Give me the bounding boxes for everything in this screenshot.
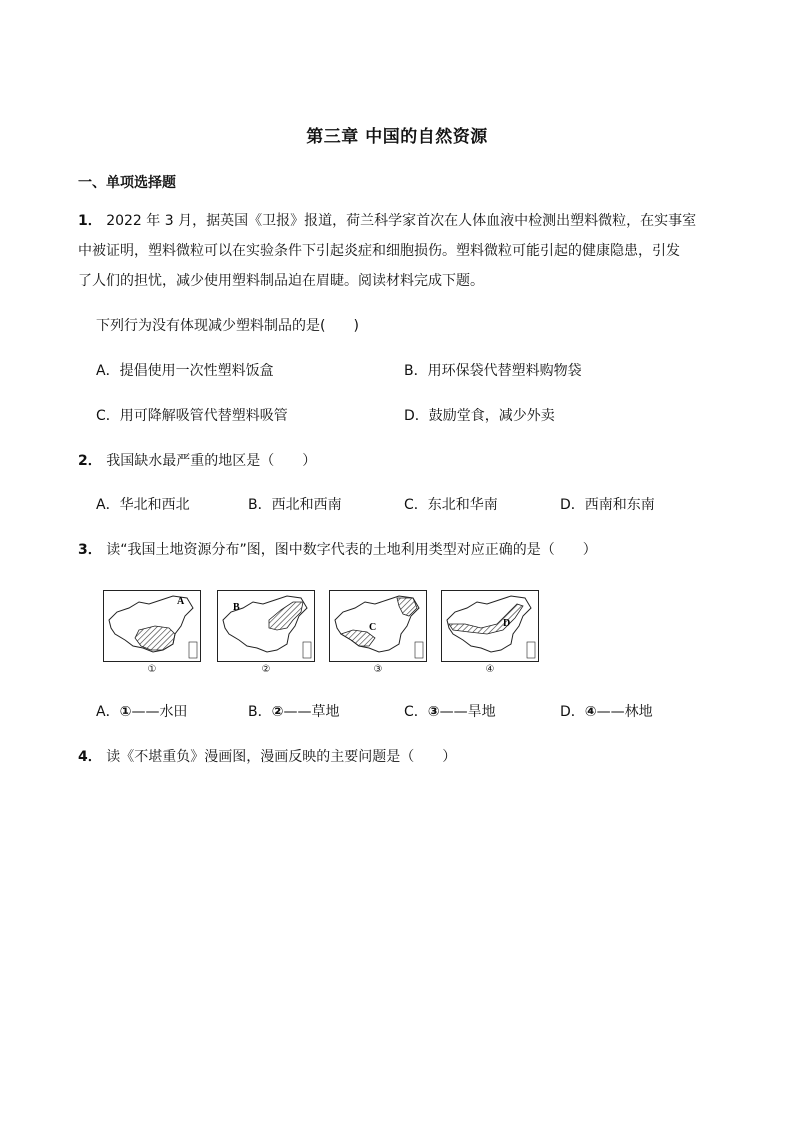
question-number: 3．	[78, 542, 102, 558]
option-prefix: C．	[404, 704, 428, 720]
question-2	[78, 451, 316, 471]
option-number: ②	[271, 704, 284, 720]
option-prefix: D．	[560, 704, 585, 720]
map-1	[103, 590, 201, 666]
q1-option-a[interactable]: A．提倡使用一次性塑料饭盒	[96, 363, 274, 379]
q3-option-c[interactable]	[404, 702, 496, 722]
map-letter: A	[177, 596, 185, 607]
q2-option-d[interactable]: D．西南和东南	[560, 497, 655, 513]
option-prefix: A．	[96, 704, 120, 720]
question-1-subquestion: 下列行为没有体现减少塑料制品的是( )	[96, 318, 359, 334]
map-letter: D	[503, 618, 511, 629]
question-number: 2．	[78, 453, 102, 469]
q1-option-c[interactable]: C．用可降解吸管代替塑料吸管	[96, 408, 288, 424]
map-number: ②	[261, 664, 271, 675]
q2-option-b[interactable]: B．西北和西南	[248, 497, 342, 513]
land-resource-maps	[103, 590, 543, 680]
option-number: ①	[119, 704, 132, 720]
map-3	[329, 590, 427, 666]
option-text: ——草地	[283, 704, 340, 720]
map-4	[441, 590, 539, 666]
q1-option-b[interactable]: B．用环保袋代替塑料购物袋	[404, 363, 582, 379]
option-prefix: B．	[248, 704, 272, 720]
map-number: ④	[485, 664, 495, 675]
question-1-line-1	[78, 211, 696, 231]
question-number: 1．	[78, 213, 102, 229]
map-letter: B	[233, 602, 240, 613]
question-text: 读“我国土地资源分布”图，图中数字代表的土地利用类型对应正确的是（ ）	[106, 542, 597, 558]
china-map-figure	[103, 590, 201, 662]
q3-option-a[interactable]	[96, 702, 187, 722]
question-4	[78, 747, 456, 767]
option-number: ③	[427, 704, 440, 720]
china-map-figure	[217, 590, 315, 662]
china-map-figure	[441, 590, 539, 662]
q2-option-c[interactable]: C．东北和华南	[404, 497, 498, 513]
question-text: 读《不堪重负》漫画图，漫画反映的主要问题是（ ）	[106, 749, 457, 765]
map-2	[217, 590, 315, 666]
option-text: ——水田	[131, 704, 188, 720]
map-number: ③	[373, 664, 383, 675]
q3-option-d[interactable]	[560, 702, 653, 722]
q2-option-a[interactable]: A．华北和西北	[96, 497, 190, 513]
q3-option-b[interactable]	[248, 702, 339, 722]
question-number: 4．	[78, 749, 102, 765]
option-number: ④	[584, 704, 597, 720]
china-map-figure	[329, 590, 427, 662]
q1-option-d[interactable]: D．鼓励堂食，减少外卖	[404, 408, 555, 424]
option-text: ——旱地	[439, 704, 496, 720]
option-text: ——林地	[596, 704, 653, 720]
question-1-line-2: 中被证明，塑料微粒可以在实验条件下引起炎症和细胞损伤。塑料微粒可能引起的健康隐患，引发	[78, 243, 680, 259]
map-letter: C	[369, 622, 377, 633]
page-title: 第三章 中国的自然资源	[306, 127, 488, 147]
question-text: 2022 年 3 月，据英国《卫报》报道，荷兰科学家首次在人体血液中检测出塑料微粒，在实事室	[106, 213, 697, 229]
question-1-line-3: 了人们的担忧，减少使用塑料制品迫在眉睫。阅读材料完成下题。	[78, 273, 484, 289]
question-text: 我国缺水最严重的地区是（ ）	[106, 453, 317, 469]
section-heading: 一、单项选择题	[78, 175, 176, 191]
question-3	[78, 540, 597, 560]
map-number: ①	[147, 664, 157, 675]
